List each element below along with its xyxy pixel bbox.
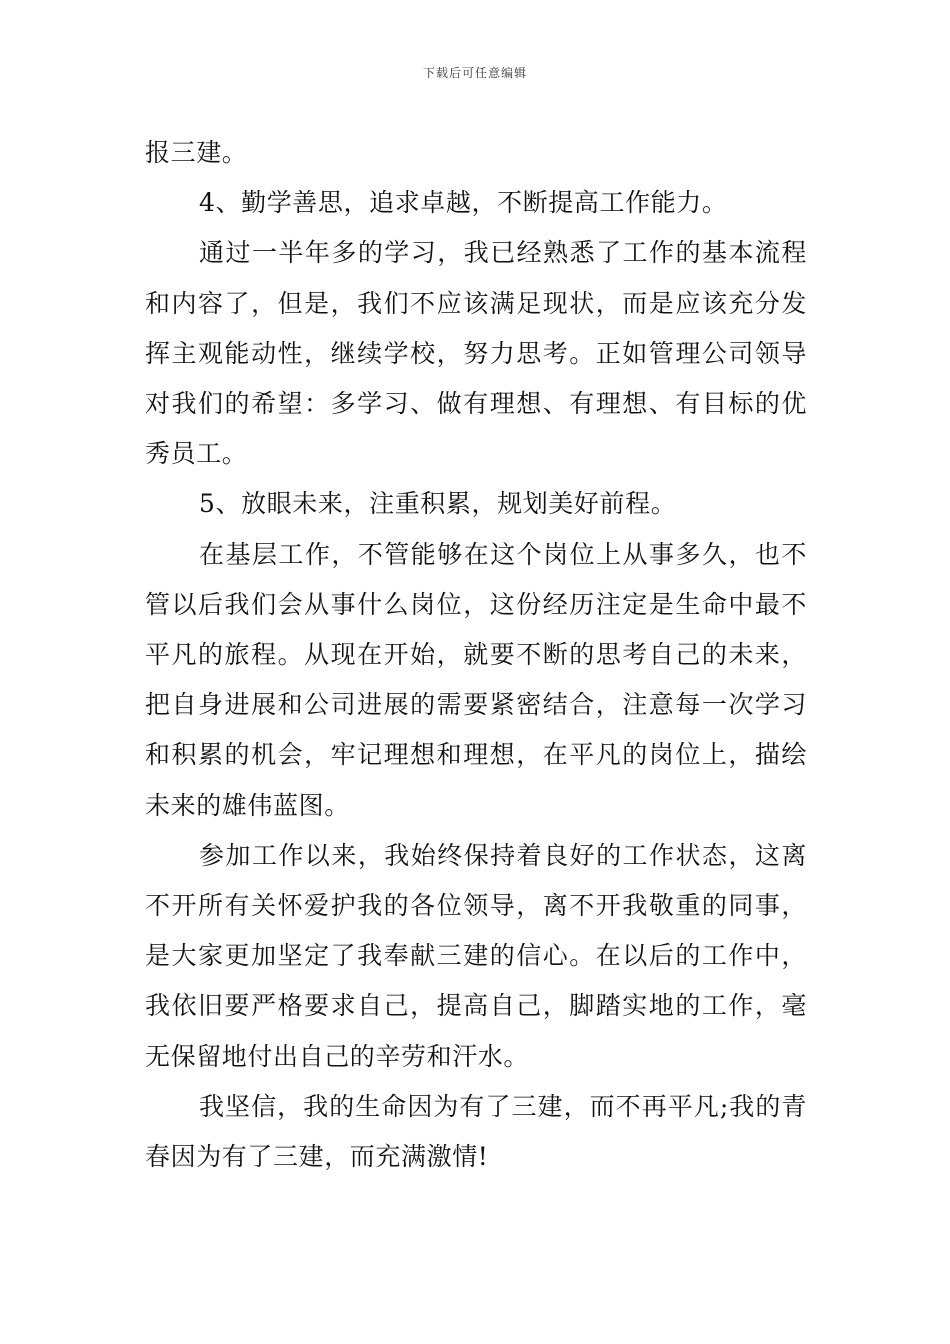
section-heading-5: 5、放眼未来，注重积累，规划美好前程。 xyxy=(199,489,677,519)
paragraph-continuation: 报三建。 xyxy=(145,138,248,167)
paragraph-future: 在基层工作，不管能够在这个岗位上从事多久，也不管以后我们会从事什么岗位，这份经历注定是生命中最不平凡的旅程。从现在开始，就要不断的思考自己的未来，把自身进展和公司进展的需要紧密结合，注意每一次学习和积累的机会，牢记理想和理想，在平凡的岗位上，描绘未来的雄伟蓝图。 xyxy=(145,539,807,820)
paragraph-learning: 通过一半年多的学习，我已经熟悉了工作的基本流程和内容了，但是，我们不应该满足现状，而是应该充分发挥主观能动性，继续学校，努力思考。正如管理公司领导对我们的希望：多学习、做有理想、有理想、有目标的优秀员工。 xyxy=(145,238,807,469)
document-body xyxy=(145,128,807,1182)
paragraph-conclusion: 我坚信，我的生命因为有了三建，而不再平凡;我的青春因为有了三建，而充满激情! xyxy=(145,1091,807,1172)
section-heading-4: 4、勤学善思，追求卓越，不断提高工作能力。 xyxy=(199,188,728,218)
paragraph-gratitude: 参加工作以来，我始终保持着良好的工作状态，这离不开所有关怀爱护我的各位领导，离不开我敬重的同事，是大家更加坚定了我奉献三建的信心。在以后的工作中，我依旧要严格要求自己，提高自己，脚踏实地的工作，毫无保留地付出自己的辛劳和汗水。 xyxy=(145,840,807,1071)
header-note: 下载后可任意编辑 xyxy=(422,66,527,80)
